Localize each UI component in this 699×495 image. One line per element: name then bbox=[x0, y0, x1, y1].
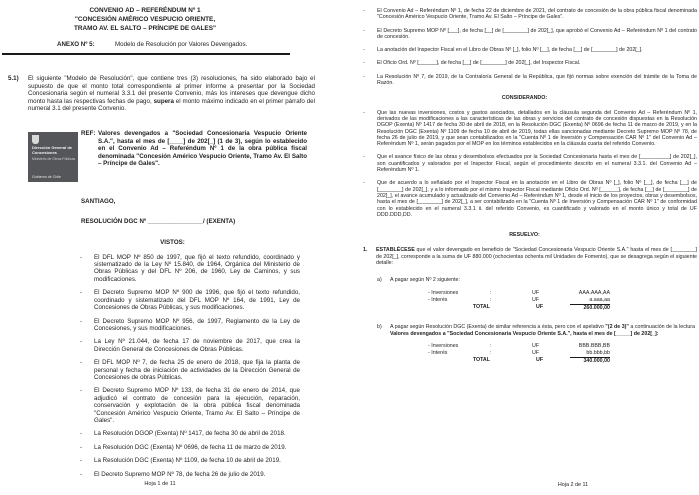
clause-text: El siguiente "Modelo de Resolución", que contiene tres (3) resoluciones, ha sido elaborado bajo el supuesto de que el monto total correspondiente al primer informe a presentar por la Sociedad Concesionaria según el numeral 3.3.1 del presente Convenio, más los intereses que devengue dicho monto hasta las respectivas fechas de pago, supera el monto máximo indicado en el primer párrafo del numeral 3.1 del presente Convenio. bbox=[28, 75, 315, 113]
vistos-item bbox=[80, 430, 300, 437]
row-value: BBB.BBB,BB bbox=[578, 342, 610, 349]
row-colon: : bbox=[490, 296, 492, 303]
subitem-a bbox=[377, 277, 695, 283]
resolution-number-line: RESOLUCIÓN DGC Nº ________________/ (EXENTA) bbox=[81, 217, 236, 225]
row-label: - Inversiones bbox=[428, 289, 459, 296]
bullet-marker: - bbox=[363, 27, 365, 34]
vistos-item-text: El Convenio Ad – Referéndum Nº 1, de fecha 22 de diciembre de 2021, del contrato de concesión de la obra pública fiscal denominada "Concesión Américo Vespucio Oriente, Tramo Av. El Salto – Príncipe de Gales". bbox=[377, 8, 697, 21]
row-label: - Interés bbox=[428, 350, 448, 357]
subitem-b bbox=[377, 324, 695, 337]
considerando-heading: CONSIDERANDO: bbox=[501, 95, 548, 102]
vistos-item-text: El Decreto Supremo MOP Nº 133, de fecha 31 de enero de 2014, que adjudicó el contrato de concesión para la ejecución, reparación, conservación y explotación de la obra pública fiscal denominada "Concesión Américo Vespucio Oriente, Tramo Av. El Salto – Príncipe de Gales". bbox=[94, 387, 300, 424]
considerando-item bbox=[363, 154, 697, 173]
vistos-item bbox=[80, 387, 300, 424]
row-value: a.aaa,aa bbox=[589, 296, 610, 303]
row-unit: UF bbox=[532, 296, 540, 303]
vistos-item-text: El Decreto Supremo MOP Nº 956, de 1997, Reglamento de la Ley de Concesiones, y sus modificaciones. bbox=[94, 317, 300, 332]
row-unit: UF bbox=[532, 350, 540, 357]
row-unit: UF bbox=[532, 289, 540, 296]
total-label: TOTAL bbox=[472, 304, 490, 311]
vistos-item-text: La Resolución DGOP (Exenta) Nº 1417, de fecha 30 de abril de 2018. bbox=[94, 430, 286, 438]
ref-label: REF: bbox=[81, 130, 96, 138]
title-line-1: CONVENIO AD – REFERÉNDUM Nº 1 bbox=[89, 7, 201, 14]
vistos-item bbox=[363, 8, 697, 21]
resolve-item-number: 1. bbox=[363, 247, 368, 254]
subitem-b-text: A pagar según Resolución DGC (Exenta) de similar referencia a ésta, pero con el apelativo "(2 de 3)" a continuación de la lectura Valores devengados a "Sociedad Concesionaria Vespucio Oriente S.A.", hasta el mes de [_____] de 202[_]: bbox=[390, 324, 695, 337]
row-colon: : bbox=[490, 289, 492, 296]
bullet-marker: - bbox=[80, 317, 83, 325]
separator-rule bbox=[2, 53, 290, 55]
subitem-a-label: a) bbox=[377, 277, 382, 284]
total-colon bbox=[494, 357, 536, 365]
bullet-marker: - bbox=[80, 338, 83, 346]
vistos-item-text: El Decreto Supremo MOP Nº [___], de fecha [__] de [________] de 202[_], que aprobó el Convenio Ad – Referéndum Nº 1 del contrato de concesión. bbox=[377, 27, 697, 40]
bullet-marker: - bbox=[363, 8, 365, 14]
considerando-item bbox=[363, 110, 697, 148]
vistos-item bbox=[363, 28, 697, 41]
vistos-item bbox=[80, 359, 300, 381]
total-value: 260.000,00 bbox=[570, 304, 610, 312]
bullet-marker: - bbox=[363, 154, 365, 161]
page-2-footer: Hoja 2 de 11 bbox=[557, 481, 589, 488]
title-line-3: TRAMO AV. EL SALTO – PRÍNCIPE DE GALES" bbox=[74, 25, 216, 32]
bullet-marker: - bbox=[80, 470, 83, 478]
subitem-b-label: b) bbox=[377, 324, 382, 331]
total-unit: UF bbox=[536, 304, 544, 311]
bullet-marker: - bbox=[80, 443, 83, 451]
vistos-item bbox=[80, 457, 300, 464]
page-2 bbox=[350, 0, 699, 495]
row-colon: : bbox=[490, 350, 492, 357]
total-label: TOTAL bbox=[472, 357, 490, 364]
anexo-heading bbox=[57, 41, 345, 48]
ref-block bbox=[0, 130, 345, 186]
logo-ministry: Ministerio de Obras Públicas bbox=[32, 156, 76, 161]
total-colon bbox=[494, 304, 536, 312]
vistos-item-text: El DFL MOP Nº 7, de fecha 25 de enero de 2018, que fija la planta de personal y fecha de iniciación de actividades de la Dirección General de Concesiones de obras Públicas. bbox=[94, 359, 300, 381]
vistos-list bbox=[0, 254, 345, 478]
total-row bbox=[428, 304, 610, 312]
city-line: SANTIAGO, bbox=[81, 198, 116, 206]
vistos-item bbox=[80, 318, 300, 333]
vistos-item-text: La Resolución Nº 7, de 2019, de la Contraloría General de la República, que fijó normas sobre exención del trámite de la Toma de Razón. bbox=[377, 73, 697, 87]
coat-of-arms-icon bbox=[32, 135, 39, 144]
vistos-item bbox=[80, 444, 300, 451]
row-label: - Inversiones bbox=[428, 342, 459, 349]
vistos-item-text: La Resolución DGC (Exenta) Nº 0696, de fecha 11 de marzo de 2019. bbox=[94, 443, 287, 451]
considerando-item-text: Que de acuerdo a lo señalado por el Inspector Fiscal en la anotación en el Libro de Obras Nº [_], folio Nº [__], de fecha [__] de [________] de 202[_], y a lo informado por el mismo Inspector Fiscal mediante Oficio Ord. Nº [______], de fecha [__] de [________] de 202[_], el avance acumulado y actualizado del Convenio Ad – Referéndum Nº 1, desde el inicio de los proyectos, obras y desembolsos, hasta el mes de [________] de 202[_], a ser contabilizado en la "Cuenta Nº 1 de Inversión y Compensación CAR Nº 1" de conformidad con lo establecido en el numeral 3.3.1 ii. del referido Convenio, es cuantificado y valorado en el monto único y total de UF DDD.DDD,DD. bbox=[377, 180, 697, 218]
row-value: AAA.AAA,AA bbox=[578, 289, 610, 296]
logo-government: Gobierno de Chile bbox=[32, 174, 61, 179]
table-row bbox=[428, 290, 610, 297]
bullet-marker: - bbox=[80, 430, 83, 438]
bullet-marker: - bbox=[363, 73, 365, 80]
vistos-item bbox=[80, 471, 300, 478]
bullet-marker: - bbox=[363, 47, 365, 54]
vistos-item-text: El Decreto Supremo MOP Nº 78, de fecha 26 de julio de 2019. bbox=[94, 470, 266, 478]
vistos-item-text: El Oficio Ord. Nº [______], de fecha [__] de [________] de 202[_], del Inspector Fiscal. bbox=[377, 60, 581, 67]
subitem-a-text: A pagar según Nº 2 siguiente: bbox=[390, 277, 460, 284]
considerando-item-text: Que las nuevas inversiones, costos y gastos asociados, detallados en la cláusula segunda del Convenio Ad – Referéndum Nº 1, derivados de las modificaciones a las características de las obras y servicios del contrato de concesión dispuestas en la Resolución DGOP (Exenta) Nº 1417 de fecha 30 de abril de 2018, en la Resolución DGC (Exenta) Nº 0696 de fecha 11 de marzo de 2019, y en la Resolución DGC (Exenta) Nº 1109 de fecha 10 de abril de 2019, todas ellas sancionadas mediante Decreto Supremo MOP Nº 78, de fecha 26 de julio de 2019, y que sean contabilizados en la "Cuenta Nº 1 de Inversión y Compensación CAR Nº 1" del Convenio Ad – Referéndum Nº 1, serán pagados por el MOP en los términos establecidos en la cláusula cuarta del referido Convenio. bbox=[377, 109, 697, 148]
bullet-marker: - bbox=[80, 457, 83, 465]
vistos-item-text: La Resolución DGC (Exenta) Nº 1109, de fecha 10 de abril de 2019. bbox=[94, 457, 281, 465]
resolve-item-1 bbox=[363, 247, 697, 266]
table-row bbox=[428, 297, 610, 304]
vistos-item-text: La Ley Nº 21.044, de fecha 17 de noviembre de 2017, que crea la Dirección General de Concesiones de Obras Públicas. bbox=[94, 338, 300, 353]
bullet-marker: - bbox=[363, 60, 365, 67]
clause-5-1 bbox=[8, 75, 315, 112]
bullet-marker: - bbox=[363, 109, 365, 116]
payment-table-a bbox=[428, 290, 610, 313]
page-1-footer: Hoja 1 de 11 bbox=[144, 480, 176, 487]
bullet-marker: - bbox=[80, 289, 83, 297]
row-label: - Interés bbox=[428, 296, 448, 303]
bullet-marker: - bbox=[363, 180, 365, 187]
vistos-item bbox=[363, 47, 697, 53]
table-row bbox=[428, 350, 610, 357]
vistos-item-text: El Decreto Supremo MOP Nº 900 de 1996, que fijó el texto refundido, coordinado y sistematizado del DFL MOP Nº 164, de 1991, Ley de Concesiones de Obras Públicas, y sus modificaciones. bbox=[94, 289, 300, 312]
vistos-item bbox=[80, 289, 300, 311]
table-row bbox=[428, 343, 610, 350]
payment-table-b bbox=[428, 343, 610, 366]
bullet-marker: - bbox=[80, 359, 83, 367]
vistos-continuation-list bbox=[350, 8, 699, 86]
resolve-item-text: ESTABLÉCESE que el valor devengado en beneficio de "Sociedad Concesionaria Vespucio Oriente S.A." hasta el mes de [________] de 202[_], corresponde a la suma de UF 880.000 (ochocientas ochenta mil Unidades de Fomento), que se desagrega según el siguiente detalle: bbox=[376, 247, 697, 267]
ref-paragraph bbox=[81, 130, 307, 167]
title-line-2: "CONCESIÓN AMÉRICO VESPUCIO ORIENTE, bbox=[74, 16, 216, 23]
bullet-marker: - bbox=[80, 387, 83, 395]
logo-org-name: Dirección General de Concesiones bbox=[32, 145, 73, 156]
anexo-label: ANEXO Nº 5: bbox=[57, 41, 95, 48]
vistos-item bbox=[80, 338, 300, 353]
ref-text: Valores devengados a "Sociedad Concesionaria Vespucio Oriente S.A.", hasta el mes de [____] de 202[_] (1 de 3), según lo establecido en el Convenio Ad – Referéndum Nº 1 de la obra pública fiscal denominada "Concesión Américo Vespucio Oriente, Tramo Av. El Salto – Príncipe de Gales". bbox=[98, 130, 307, 168]
vistos-item bbox=[80, 254, 300, 284]
vistos-item bbox=[363, 74, 697, 87]
considerando-list bbox=[350, 110, 699, 218]
vistos-heading: VISTOS: bbox=[160, 239, 185, 247]
resuelvo-heading: RESUELVO: bbox=[509, 232, 540, 239]
considerando-item bbox=[363, 180, 697, 218]
vistos-item bbox=[363, 60, 697, 66]
row-unit: UF bbox=[532, 342, 540, 349]
row-colon: : bbox=[490, 342, 492, 349]
total-unit: UF bbox=[536, 357, 544, 364]
total-row bbox=[428, 357, 610, 365]
document-title bbox=[0, 6, 290, 33]
vistos-item-text: El DFL MOP Nº 850 de 1997, que fijó el texto refundido, coordinado y sistematizado de la Ley Nº 15.840, de 1964, Orgánica del Ministerio de Obras Públicas y del DFL Nº 206, de 1960, Ley de Caminos, y sus modificaciones. bbox=[94, 253, 300, 283]
considerando-item-text: Que el avance físico de las obras y desembolsos efectuados por la Sociedad Concesionaria hasta el mes de [__________] de 202[_], son cuantificados y valorados por el Inspector Fiscal, según el procedimiento descrito en el numeral 3.3.1. del Convenio Ad – Referéndum Nº 1. bbox=[377, 154, 697, 174]
vistos-item-text: La anotación del Inspector Fiscal en el Libro de Obras Nº [_], folio Nº [__], de fecha [__] de [________] de 202[_]. bbox=[377, 47, 643, 54]
anexo-text: Modelo de Resolución por Valores Devengados. bbox=[115, 41, 248, 48]
clause-number: 5.1) bbox=[8, 75, 19, 83]
row-value: bb.bbb,bb bbox=[586, 350, 610, 357]
dgc-logo bbox=[28, 132, 78, 182]
page-1 bbox=[0, 0, 345, 495]
bullet-marker: - bbox=[80, 253, 83, 261]
total-value: 340.000,00 bbox=[570, 357, 610, 365]
